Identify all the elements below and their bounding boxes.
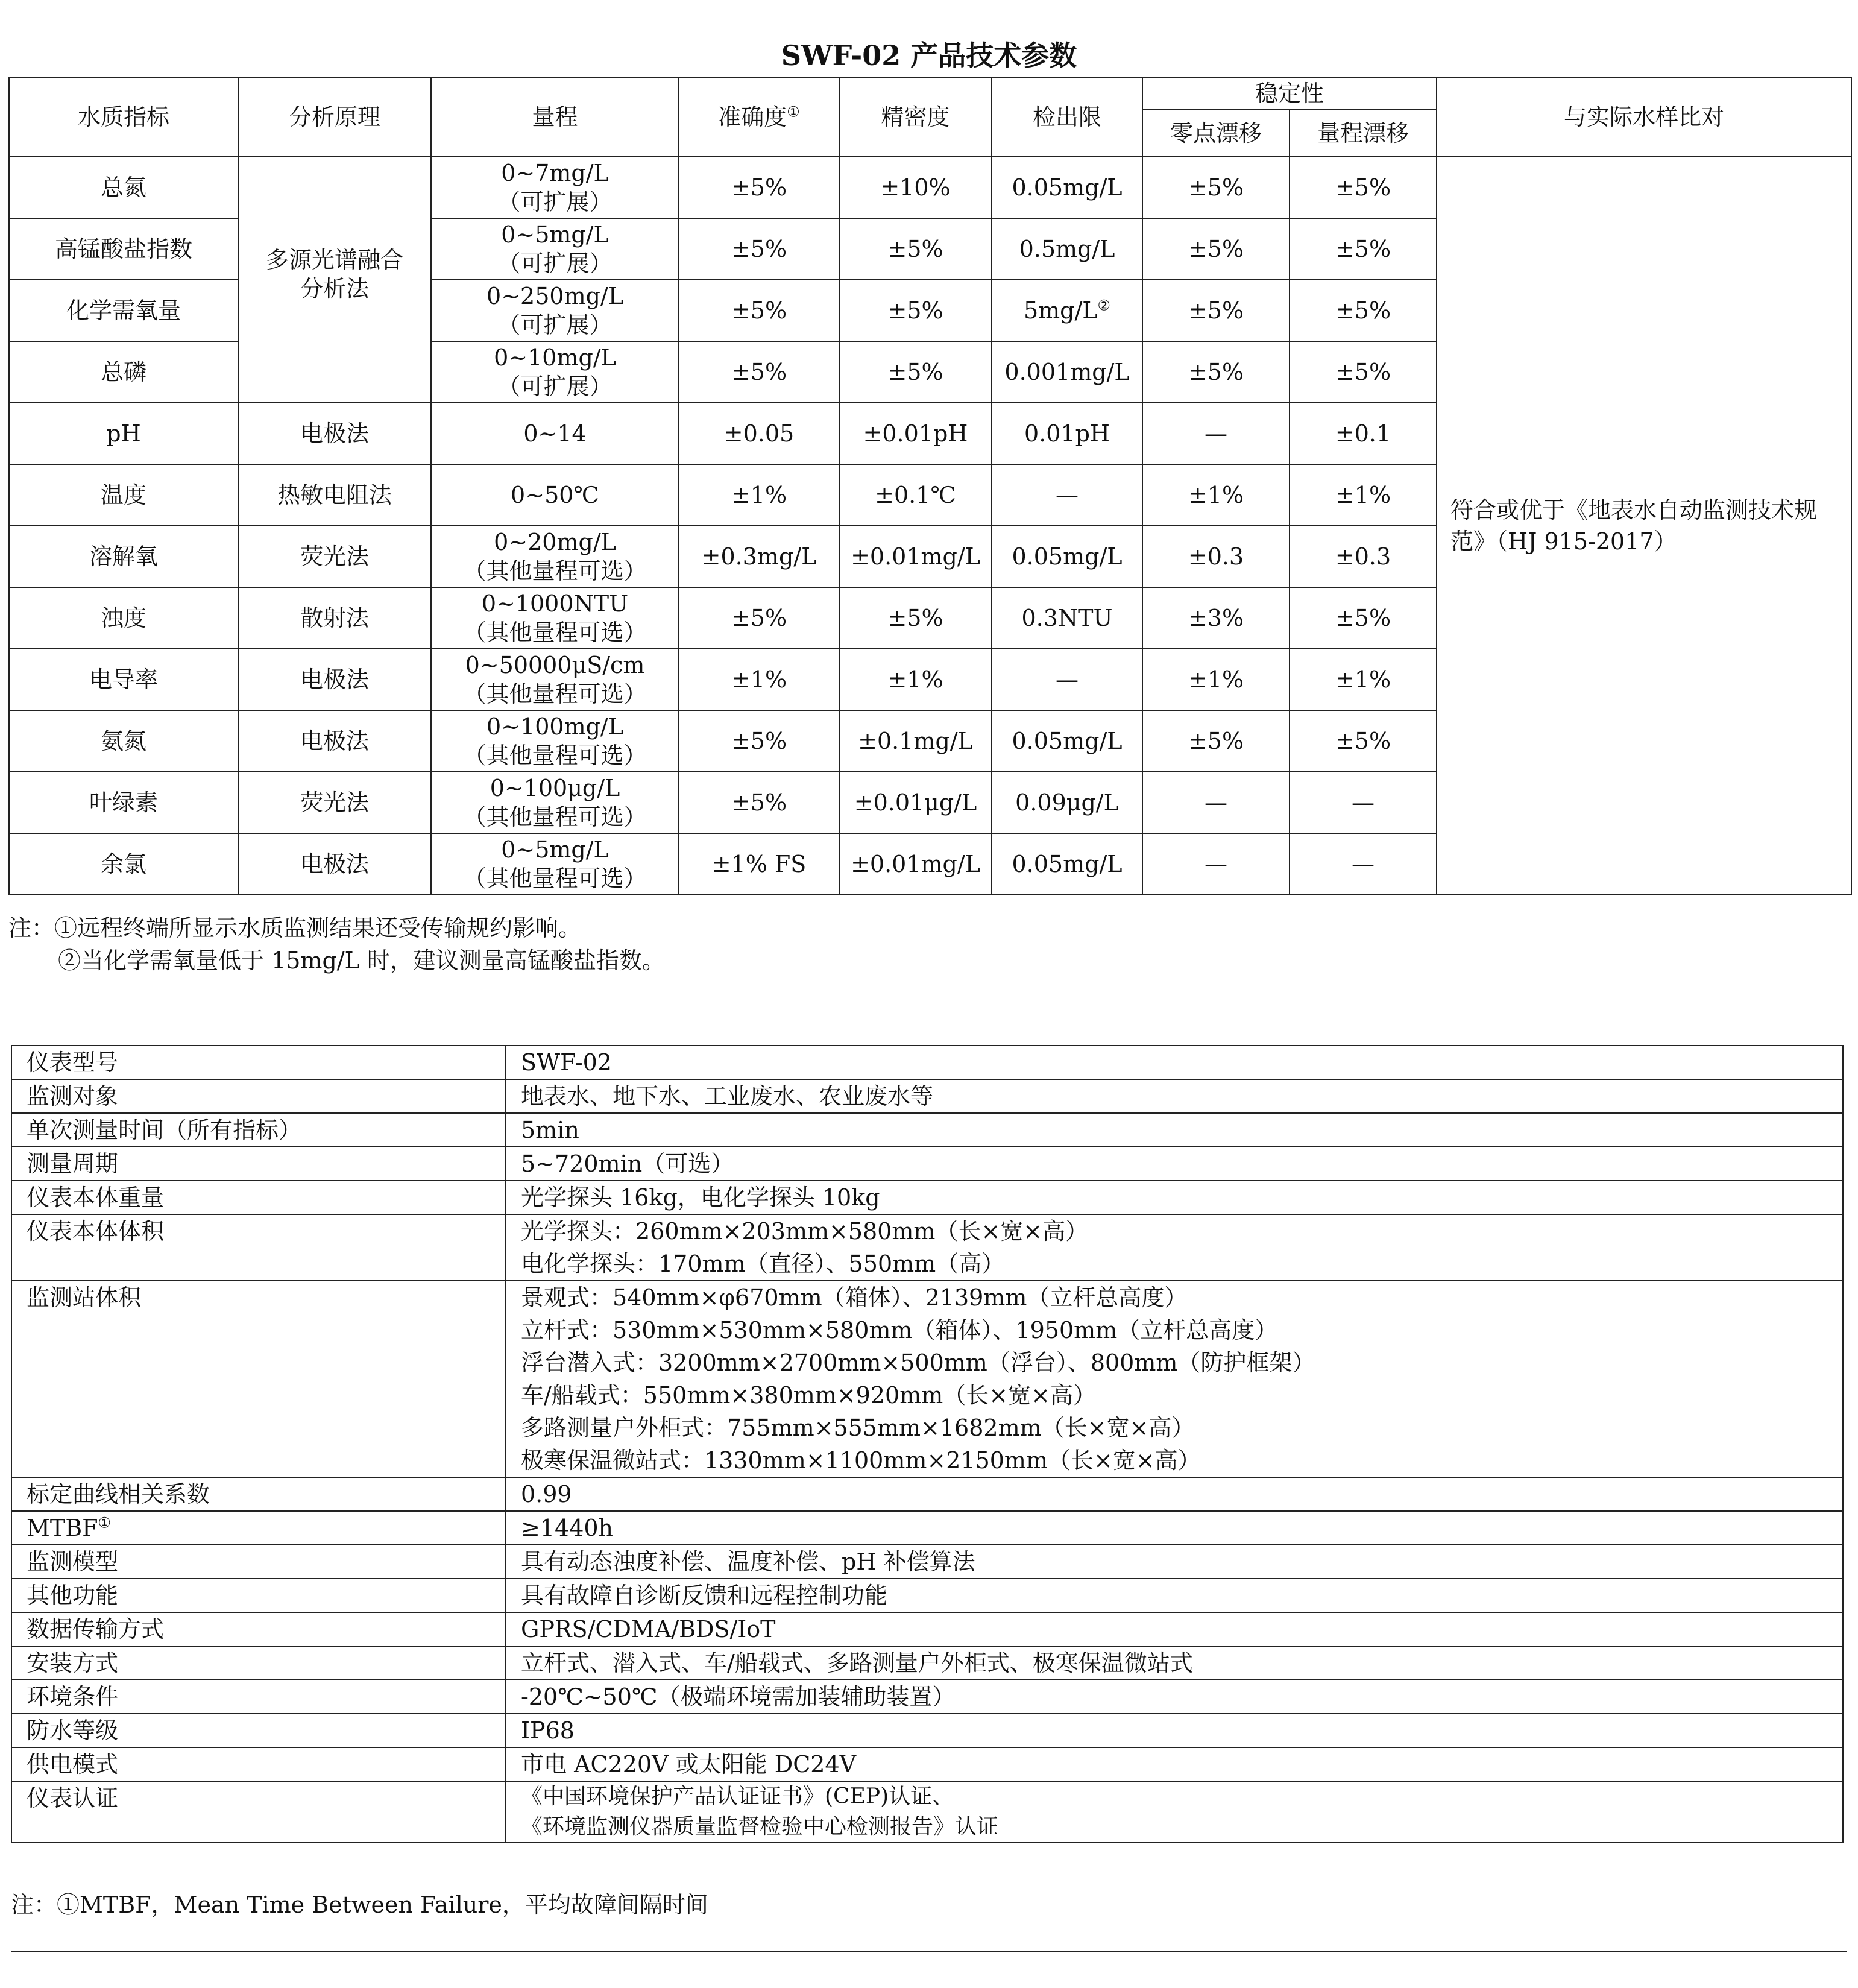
- detection-limit-cell: [992, 403, 1142, 464]
- spec-row: [11, 1511, 1843, 1545]
- range-cell: [431, 710, 679, 772]
- span-drift-cell: ±1%: [1290, 649, 1437, 710]
- spec-value: [506, 1147, 1843, 1181]
- detection-limit-value: 0.05mg/L: [1012, 728, 1123, 754]
- span-drift-cell: —: [1290, 772, 1437, 833]
- range-value: 0~50000μS/cm: [465, 652, 645, 678]
- spec-value: [506, 1281, 1843, 1477]
- header-accuracy-label: 准确度: [718, 104, 787, 130]
- spec-key: [11, 1113, 506, 1147]
- range-value: 0~5mg/L: [501, 221, 609, 248]
- note-line: ②当化学需氧量低于 15mg/L 时，建议测量高锰酸盐指数。: [58, 947, 665, 974]
- spec-value-line: 电化学探头：170mm（直径）、550mm（高）: [521, 1251, 1005, 1277]
- span-drift-cell: ±0.1: [1290, 403, 1437, 464]
- spec-row: [11, 1147, 1843, 1181]
- spec-value: [506, 1747, 1843, 1781]
- spec-value-line: 浮台潜入式：3200mm×2700mm×500mm（浮台）、800mm（防护框架）: [521, 1349, 1315, 1376]
- spec-key-label: 仪表本体重量: [27, 1184, 165, 1211]
- indicator-cell: 电导率: [9, 649, 238, 710]
- spec-value-line: 立杆式：530mm×530mm×580mm（箱体）、1950mm（立杆总高度）: [521, 1317, 1278, 1343]
- indicator-cell: 叶绿素: [9, 772, 238, 833]
- spec-value-line: 立杆式、潜入式、车/船载式、多路测量户外柜式、极寒保温微站式: [521, 1650, 1193, 1676]
- principle-cell: 荧光法: [238, 772, 431, 833]
- detection-limit-value: 0.05mg/L: [1012, 543, 1123, 570]
- detection-limit-value: 0.09μg/L: [1015, 789, 1119, 816]
- header-precision: 精密度: [839, 77, 992, 157]
- detection-limit-cell: [992, 772, 1142, 833]
- spec-key-label: 防水等级: [27, 1717, 119, 1744]
- principle-cell: 电极法: [238, 403, 431, 464]
- zero-drift-cell: ±1%: [1142, 649, 1290, 710]
- detection-limit-value: 0.01pH: [1024, 420, 1110, 447]
- spec-value: [506, 1545, 1843, 1579]
- header-accuracy: [679, 77, 839, 157]
- spec-value: [506, 1079, 1843, 1113]
- spec-row: [11, 1646, 1843, 1680]
- spec-value: [506, 1646, 1843, 1680]
- accuracy-cell: ±0.05: [679, 403, 839, 464]
- precision-cell: ±1%: [839, 649, 992, 710]
- range-note: （可扩展）: [497, 312, 613, 338]
- accuracy-cell: ±0.3mg/L: [679, 526, 839, 587]
- note-line: 注：①远程终端所显示水质监测结果还受传输规约影响。: [8, 915, 582, 941]
- spec-value: [506, 1046, 1843, 1079]
- detection-limit-value: —: [1056, 482, 1079, 508]
- spec-key: [11, 1079, 506, 1113]
- spec-key: [11, 1477, 506, 1511]
- spec-row: [11, 1214, 1843, 1281]
- spec-value-line: 具有故障自诊断反馈和远程控制功能: [521, 1582, 888, 1609]
- detection-limit-value: —: [1056, 666, 1079, 693]
- spec-value-line: 光学探头 16kg，电化学探头 10kg: [521, 1184, 880, 1211]
- spec-key: [11, 1511, 506, 1545]
- detection-limit-cell: [992, 587, 1142, 649]
- indicator-cell: 余氯: [9, 833, 238, 895]
- range-value: 0~7mg/L: [501, 160, 609, 186]
- header-indicator: 水质指标: [9, 77, 238, 157]
- indicator-cell: 高锰酸盐指数: [9, 218, 238, 280]
- spec-value-line: 多路测量户外柜式：755mm×555mm×1682mm（长×宽×高）: [521, 1415, 1195, 1441]
- spec-key-label: 环境条件: [27, 1683, 119, 1710]
- principle-line: 分析法: [300, 276, 369, 302]
- spec-row: [11, 1281, 1843, 1477]
- spec-table-body: [11, 1046, 1843, 1843]
- spec-key: [11, 1046, 506, 1079]
- spec-row: [11, 1477, 1843, 1511]
- precision-cell: ±10%: [839, 157, 992, 218]
- spec-row: [11, 1579, 1843, 1612]
- principle-cell: 电极法: [238, 710, 431, 772]
- detection-limit-cell: [992, 833, 1142, 895]
- spec-value-line: 极寒保温微站式：1330mm×1100mm×2150mm（长×宽×高）: [521, 1447, 1201, 1474]
- header-zero-drift: 零点漂移: [1142, 110, 1290, 157]
- precision-cell: ±0.01pH: [839, 403, 992, 464]
- range-value: 0~20mg/L: [494, 529, 616, 555]
- range-note: （其他量程可选）: [463, 742, 647, 769]
- range-cell: [431, 526, 679, 587]
- zero-drift-cell: ±0.3: [1142, 526, 1290, 587]
- range-note: （其他量程可选）: [463, 865, 647, 892]
- accuracy-cell: ±5%: [679, 157, 839, 218]
- range-cell: [431, 157, 679, 218]
- precision-cell: ±5%: [839, 587, 992, 649]
- spec-key: [11, 1281, 506, 1477]
- spec-key-label: 安装方式: [27, 1650, 119, 1676]
- spec-key-label: 测量周期: [27, 1150, 119, 1177]
- spec-value: [506, 1477, 1843, 1511]
- range-value: 0~100μg/L: [490, 775, 620, 801]
- spec-value-line: 地表水、地下水、工业废水、农业废水等: [521, 1083, 934, 1109]
- range-cell: [431, 280, 679, 341]
- spec-row: [11, 1714, 1843, 1747]
- spec-value: [506, 1113, 1843, 1147]
- detection-limit-value: 5mg/L: [1023, 297, 1098, 324]
- accuracy-cell: ±5%: [679, 710, 839, 772]
- spec-value-line: 景观式：540mm×φ670mm（箱体）、2139mm（立杆总高度）: [521, 1284, 1188, 1311]
- detection-limit-cell: [992, 649, 1142, 710]
- principle-line: 多源光谱融合: [265, 247, 403, 273]
- spec-key: [11, 1147, 506, 1181]
- accuracy-cell: ±5%: [679, 587, 839, 649]
- range-cell: [431, 464, 679, 526]
- spec-key: [11, 1214, 506, 1281]
- detection-limit-value: 0.05mg/L: [1012, 174, 1123, 201]
- spec-value: [506, 1579, 1843, 1612]
- table-notes: [8, 912, 665, 977]
- precision-cell: ±5%: [839, 218, 992, 280]
- span-drift-cell: ±5%: [1290, 280, 1437, 341]
- spec-key-label: 标定曲线相关系数: [27, 1481, 210, 1507]
- spec-key-label: 监测对象: [27, 1083, 119, 1109]
- spec-key: [11, 1545, 506, 1579]
- spec-key-label: 单次测量时间（所有指标）: [27, 1117, 302, 1143]
- footnote-mark: ②: [1097, 297, 1111, 314]
- precision-cell: ±0.01mg/L: [839, 526, 992, 587]
- spec-row: [11, 1046, 1843, 1079]
- range-value: 0~50℃: [511, 482, 599, 508]
- precision-cell: ±0.01μg/L: [839, 772, 992, 833]
- detection-limit-cell: [992, 280, 1142, 341]
- header-span-drift: 量程漂移: [1290, 110, 1437, 157]
- parameter-table-header: [9, 77, 1851, 157]
- spec-value: [506, 1612, 1843, 1646]
- detection-limit-value: 0.3NTU: [1021, 605, 1113, 631]
- spec-key: [11, 1612, 506, 1646]
- spec-key: [11, 1781, 506, 1843]
- spec-key-label: 其他功能: [27, 1582, 119, 1609]
- detection-limit-cell: [992, 341, 1142, 403]
- detection-limit-cell: [992, 526, 1142, 587]
- spec-row: [11, 1612, 1843, 1646]
- header-principle: 分析原理: [238, 77, 431, 157]
- footnote-mark: ①: [787, 103, 800, 121]
- zero-drift-cell: ±1%: [1142, 464, 1290, 526]
- zero-drift-cell: ±5%: [1142, 341, 1290, 403]
- spec-key-label: 仪表本体体积: [27, 1218, 165, 1245]
- spec-value-line: 5~720min（可选）: [521, 1150, 734, 1177]
- range-note: （其他量程可选）: [463, 619, 647, 646]
- accuracy-cell: ±5%: [679, 280, 839, 341]
- detection-limit-value: 0.05mg/L: [1012, 851, 1123, 877]
- spec-row: [11, 1680, 1843, 1714]
- spec-key: [11, 1646, 506, 1680]
- spec-row: [11, 1181, 1843, 1214]
- range-value: 0~1000NTU: [481, 590, 629, 617]
- range-cell: [431, 587, 679, 649]
- spec-key: [11, 1680, 506, 1714]
- zero-drift-cell: —: [1142, 833, 1290, 895]
- zero-drift-cell: ±5%: [1142, 280, 1290, 341]
- range-value: 0~14: [523, 420, 587, 447]
- precision-cell: ±0.1mg/L: [839, 710, 992, 772]
- spec-key-label: 仪表型号: [27, 1049, 119, 1076]
- detection-limit-value: 0.001mg/L: [1004, 359, 1130, 385]
- spec-value-line: 《环境监测仪器质量监督检验中心检测报告》认证: [521, 1814, 999, 1839]
- range-cell: [431, 341, 679, 403]
- spec-key-label: 供电模式: [27, 1751, 119, 1778]
- spec-row: [11, 1113, 1843, 1147]
- accuracy-cell: ±5%: [679, 341, 839, 403]
- precision-cell: ±0.1℃: [839, 464, 992, 526]
- accuracy-cell: ±1%: [679, 464, 839, 526]
- spec-row: [11, 1545, 1843, 1579]
- spec-row: [11, 1781, 1843, 1843]
- principle-group-cell: [238, 157, 431, 403]
- parameter-table-body: [9, 157, 1851, 895]
- detection-limit-cell: [992, 157, 1142, 218]
- range-note: （可扩展）: [497, 189, 613, 215]
- range-value: 0~10mg/L: [494, 344, 616, 371]
- spec-value-line: 市电 AC220V 或太阳能 DC24V: [521, 1751, 857, 1778]
- range-cell: [431, 218, 679, 280]
- principle-cell: 电极法: [238, 833, 431, 895]
- header-detection-limit: 检出限: [992, 77, 1142, 157]
- span-drift-cell: ±0.3: [1290, 526, 1437, 587]
- zero-drift-cell: —: [1142, 772, 1290, 833]
- spec-value-line: ≥1440h: [521, 1515, 614, 1541]
- indicator-cell: 总氮: [9, 157, 238, 218]
- spec-value-line: -20℃~50℃（极端环境需加装辅助装置）: [521, 1683, 956, 1710]
- zero-drift-cell: ±5%: [1142, 710, 1290, 772]
- spec-key-label: 监测模型: [27, 1548, 119, 1575]
- range-cell: [431, 403, 679, 464]
- footnote-mark: ①: [98, 1514, 112, 1532]
- spec-table: [11, 1045, 1844, 1843]
- spec-value-line: 车/船载式：550mm×380mm×920mm（长×宽×高）: [521, 1382, 1096, 1409]
- precision-cell: ±0.01mg/L: [839, 833, 992, 895]
- mtbf-note: 注：①MTBF，Mean Time Between Failure，平均故障间隔时间: [11, 1892, 708, 1918]
- precision-cell: ±5%: [839, 341, 992, 403]
- spec-key: [11, 1579, 506, 1612]
- range-note: （其他量程可选）: [463, 681, 647, 707]
- spec-key-label: 监测站体积: [27, 1284, 142, 1311]
- spec-key-label: 数据传输方式: [27, 1616, 165, 1642]
- indicator-cell: 化学需氧量: [9, 280, 238, 341]
- indicator-cell: 温度: [9, 464, 238, 526]
- zero-drift-cell: ±3%: [1142, 587, 1290, 649]
- zero-drift-cell: —: [1142, 403, 1290, 464]
- header-range: 量程: [431, 77, 679, 157]
- detection-limit-value: 0.5mg/L: [1019, 236, 1115, 262]
- divider: [11, 1951, 1847, 1952]
- indicator-cell: 浊度: [9, 587, 238, 649]
- accuracy-cell: ±5%: [679, 218, 839, 280]
- span-drift-cell: —: [1290, 833, 1437, 895]
- header-comparison: 与实际水样比对: [1437, 77, 1851, 157]
- principle-cell: 荧光法: [238, 526, 431, 587]
- span-drift-cell: ±1%: [1290, 464, 1437, 526]
- spec-key-label: 仪表认证: [27, 1785, 119, 1811]
- range-cell: [431, 772, 679, 833]
- zero-drift-cell: ±5%: [1142, 157, 1290, 218]
- parameter-table: [8, 77, 1852, 895]
- range-value: 0~100mg/L: [487, 713, 623, 740]
- indicator-cell: pH: [9, 403, 238, 464]
- indicator-cell: 总磷: [9, 341, 238, 403]
- principle-cell: 电极法: [238, 649, 431, 710]
- range-note: （可扩展）: [497, 373, 613, 400]
- accuracy-cell: ±1%: [679, 649, 839, 710]
- span-drift-cell: ±5%: [1290, 218, 1437, 280]
- header-stability: 稳定性: [1142, 77, 1437, 110]
- spec-key: [11, 1747, 506, 1781]
- span-drift-cell: ±5%: [1290, 587, 1437, 649]
- table-row: [9, 157, 1851, 218]
- page-title: SWF-02 产品技术参数: [781, 39, 1077, 72]
- span-drift-cell: ±5%: [1290, 341, 1437, 403]
- spec-row: [11, 1747, 1843, 1781]
- spec-value: [506, 1511, 1843, 1545]
- spec-value-line: IP68: [521, 1717, 575, 1744]
- range-cell: [431, 649, 679, 710]
- detection-limit-cell: [992, 710, 1142, 772]
- spec-value: [506, 1214, 1843, 1281]
- indicator-cell: 氨氮: [9, 710, 238, 772]
- indicator-cell: 溶解氧: [9, 526, 238, 587]
- range-value: 0~5mg/L: [501, 836, 609, 863]
- spec-key: [11, 1181, 506, 1214]
- spec-value-line: 5min: [521, 1117, 579, 1143]
- spec-value: [506, 1781, 1843, 1843]
- principle-cell: 热敏电阻法: [238, 464, 431, 526]
- spec-value-line: 《中国环境保护产品认证证书》(CEP)认证、: [521, 1784, 954, 1809]
- spec-value-line: GPRS/CDMA/BDS/IoT: [521, 1616, 776, 1642]
- spec-row: [11, 1079, 1843, 1113]
- detection-limit-cell: [992, 464, 1142, 526]
- spec-value-line: 0.99: [521, 1481, 572, 1507]
- range-note: （可扩展）: [497, 250, 613, 277]
- spec-value: [506, 1714, 1843, 1747]
- span-drift-cell: ±5%: [1290, 710, 1437, 772]
- principle-cell: 散射法: [238, 587, 431, 649]
- precision-cell: ±5%: [839, 280, 992, 341]
- accuracy-cell: ±1% FS: [679, 833, 839, 895]
- spec-value-line: SWF-02: [521, 1049, 612, 1076]
- spec-value-line: 光学探头：260mm×203mm×580mm（长×宽×高）: [521, 1218, 1089, 1245]
- spec-value-line: 具有动态浊度补偿、温度补偿、pH 补偿算法: [521, 1548, 975, 1575]
- spec-value: [506, 1680, 1843, 1714]
- zero-drift-cell: ±5%: [1142, 218, 1290, 280]
- detection-limit-cell: [992, 218, 1142, 280]
- spec-value: [506, 1181, 1843, 1214]
- range-cell: [431, 833, 679, 895]
- comparison-cell: 符合或优于《地表水自动监测技术规范》（HJ 915-2017）: [1437, 157, 1851, 895]
- span-drift-cell: ±5%: [1290, 157, 1437, 218]
- spec-key-label: MTBF: [27, 1515, 98, 1541]
- range-value: 0~250mg/L: [487, 283, 623, 309]
- spec-key: [11, 1714, 506, 1747]
- accuracy-cell: ±5%: [679, 772, 839, 833]
- range-note: （其他量程可选）: [463, 804, 647, 830]
- range-note: （其他量程可选）: [463, 558, 647, 584]
